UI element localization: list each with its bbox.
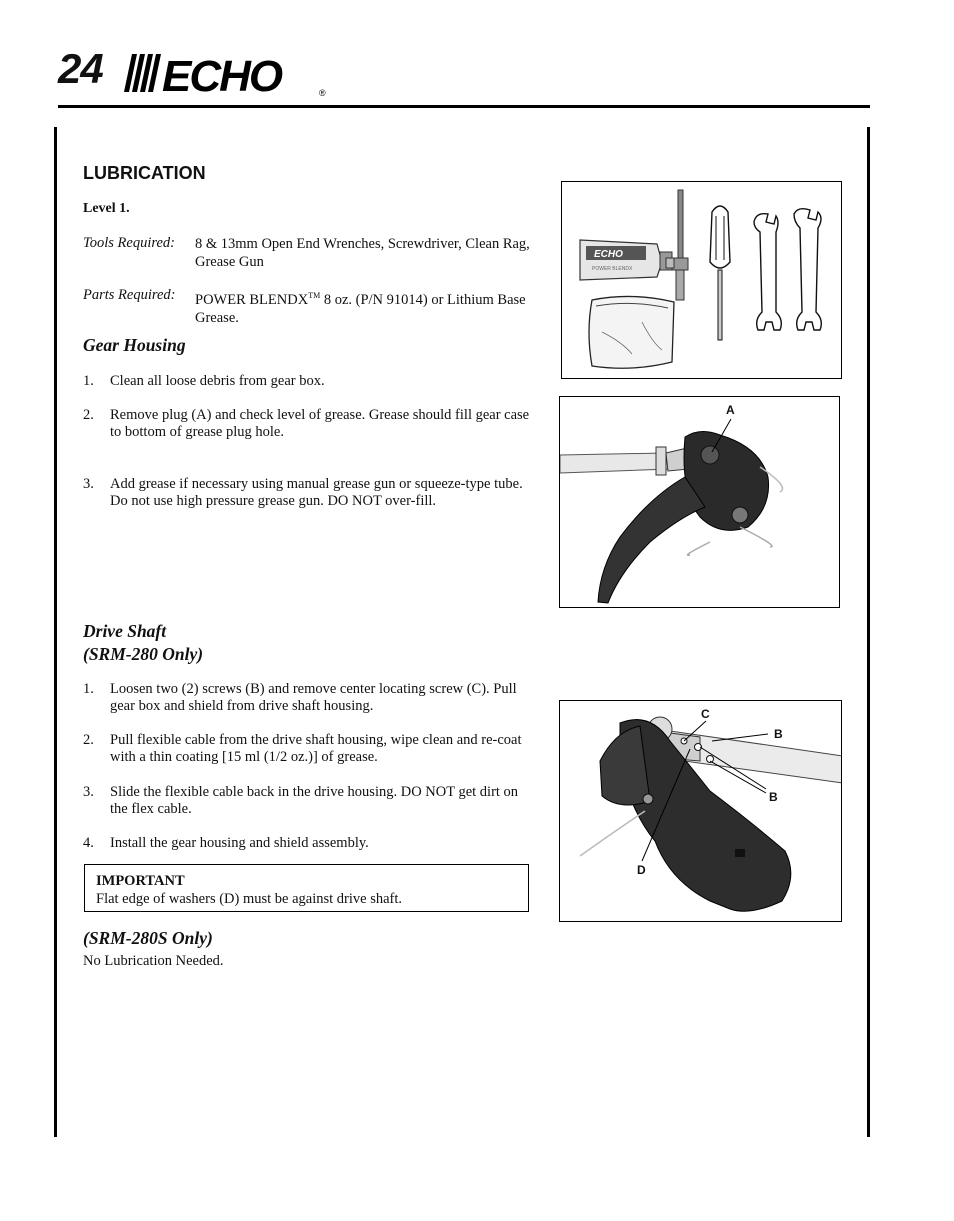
step-number: 3. (83, 784, 94, 800)
step-number: 3. (83, 476, 94, 492)
drive-shaft-heading (83, 620, 203, 666)
parts-prefix: POWER BLENDX (195, 291, 309, 308)
screwdriver-icon (710, 206, 730, 340)
gear-housing-figure (559, 396, 840, 608)
rag-icon (589, 296, 674, 368)
trademark-mark: TM (308, 291, 321, 300)
step-text: Pull flexible cable from the drive shaft housing, wipe clean and re-coat with a thin coating [15 ml (1/2 oz.)] of grease. (110, 732, 522, 765)
srm280s-heading: (SRM-280S Only) (83, 928, 213, 948)
trimmer-line-icon (688, 527, 773, 555)
step-number: 2. (83, 407, 94, 423)
drive-shaft-figure (559, 700, 842, 922)
parts-required-value (195, 287, 530, 327)
right-border-rule (867, 127, 870, 1137)
section-title: LUBRICATION (83, 163, 206, 183)
callout-b-lower: B (769, 790, 778, 804)
trimmer-line-icon (580, 811, 645, 856)
wrench-icon (754, 209, 821, 330)
parts-suffix: 8 oz. (P/N 91014) or Lithium Base Grease. (195, 291, 526, 326)
drive-shaft-heading-line2: (SRM-280 Only) (83, 644, 204, 664)
parts-required-label: Parts Required: (83, 287, 176, 303)
tools-figure (561, 181, 842, 379)
step-number: 4. (83, 835, 94, 851)
gear-head-icon (684, 431, 783, 530)
registered-mark: ® (319, 88, 326, 98)
step-number: 2. (83, 732, 94, 748)
step-text: Install the gear housing and shield assembly. (110, 835, 369, 851)
debris-shield-icon (598, 477, 705, 603)
tools-required-value: 8 & 13mm Open End Wrenches, Screwdriver, Clean Rag, Grease Gun (195, 236, 530, 270)
drive-shaft-heading-line1: Drive Shaft (83, 621, 167, 641)
header-rule (58, 105, 870, 108)
tube-brand: ECHO (594, 249, 623, 260)
grease-tube-icon (580, 240, 672, 280)
page-number: 24 (58, 45, 103, 92)
srm280s-text: No Lubrication Needed. (83, 953, 224, 969)
step-number: 1. (83, 681, 94, 697)
step-text: Clean all loose debris from gear box. (110, 373, 325, 389)
important-text: Flat edge of washers (D) must be against drive shaft. (96, 891, 403, 907)
step-text: Remove plug (A) and check level of grease. Grease should fill gear case to bottom of grease plug hole. (110, 407, 530, 440)
step-text: Slide the flexible cable back in the drive housing. DO NOT get dirt on the flex cable. (110, 784, 519, 817)
brand-text: ECHO (162, 52, 282, 98)
important-note-box (84, 864, 529, 912)
left-border-rule (54, 127, 57, 1137)
step-number: 1. (83, 373, 94, 389)
callout-b-upper: B (774, 727, 783, 741)
grease-gun-icon (666, 190, 688, 300)
tools-required-label: Tools Required: (83, 235, 175, 251)
echo-logo (124, 50, 334, 103)
step-text: Loosen two (2) screws (B) and remove center locating screw (C). Pull gear box and shield from drive shaft housing. (110, 681, 517, 714)
callout-c: C (701, 707, 710, 721)
level-label: Level 1. (83, 201, 130, 216)
gear-housing-heading: Gear Housing (83, 335, 186, 355)
callout-a: A (726, 403, 735, 417)
step-text: Add grease if necessary using manual grease gun or squeeze-type tube. Do not use high pressure grease gun. DO NOT over-fill. (110, 476, 523, 509)
tube-sublabel: POWER BLENDX (592, 266, 633, 272)
callout-d: D (637, 863, 646, 877)
important-title: IMPORTANT (96, 873, 185, 889)
